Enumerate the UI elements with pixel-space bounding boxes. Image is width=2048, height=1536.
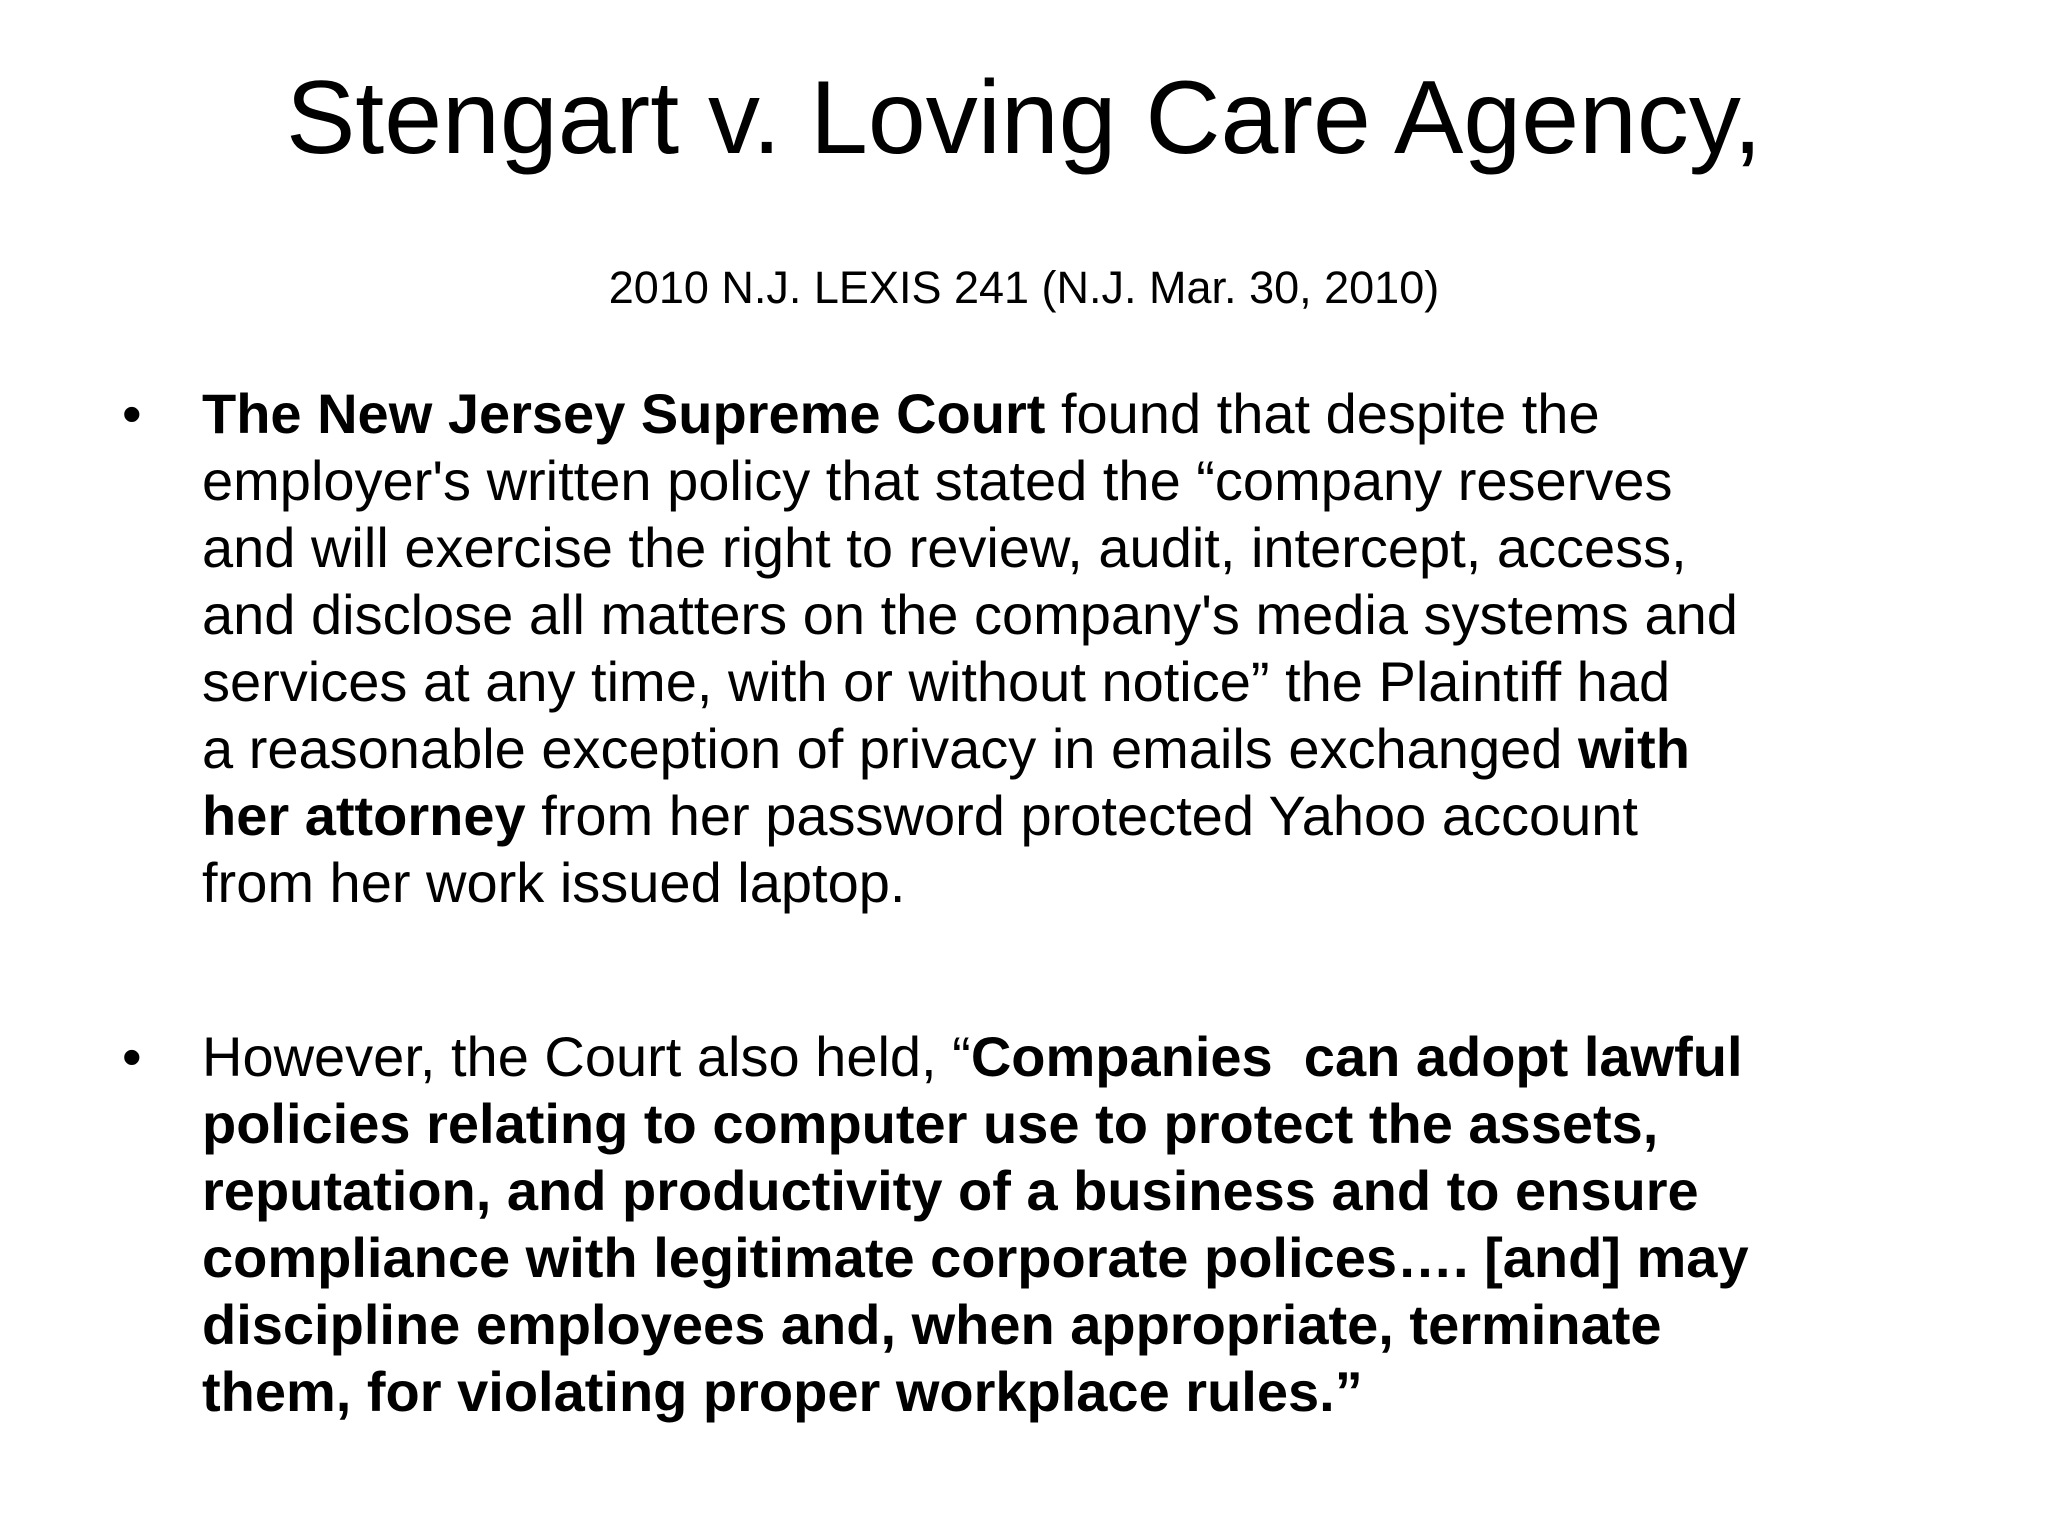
bullet-icon: • bbox=[122, 382, 142, 445]
bullet1-line-4: and disclose all matters on the company's media systems and bbox=[202, 583, 1738, 646]
bullet1-line-1 bbox=[202, 380, 1978, 447]
bullet2-line-5: discipline employees and, when appropriate, terminate bbox=[202, 1293, 1662, 1356]
bullet1-line-8: from her work issued laptop. bbox=[202, 851, 906, 914]
bullet2-line-6: them, for violating proper workplace rules.” bbox=[202, 1360, 1363, 1423]
bullet1-line-6-text: a reasonable exception of privacy in emails exchanged bbox=[202, 717, 1578, 780]
bullet2-line-4: compliance with legitimate corporate polices…. [and] may bbox=[202, 1226, 1749, 1289]
bullet1-line-5: services at any time, with or without notice” the Plaintiff had bbox=[202, 650, 1671, 713]
bullet-icon: • bbox=[122, 1025, 142, 1088]
bullet2-line-3: reputation, and productivity of a business and to ensure bbox=[202, 1159, 1699, 1222]
bullet1-line-1-text: found that despite the bbox=[1045, 382, 1600, 445]
bullet1-line-2: employer's written policy that stated the “company reserves bbox=[202, 449, 1673, 512]
bullet2-line-1 bbox=[202, 1023, 1978, 1090]
bullet1-line-6 bbox=[202, 715, 1978, 782]
bullet1-line-7 bbox=[202, 782, 1978, 849]
bullet2-line-1-text: However, the Court also held, “ bbox=[202, 1025, 971, 1088]
bullet-item-court-finding bbox=[0, 380, 2048, 916]
bullet-list bbox=[0, 380, 2048, 1425]
case-citation: 2010 N.J. LEXIS 241 (N.J. Mar. 30, 2010) bbox=[608, 262, 1440, 313]
bullet1-line-6-bold: with bbox=[1577, 717, 1690, 780]
slide-title: Stengart v. Loving Care Agency, bbox=[285, 60, 1763, 176]
bullet1-line-7-bold: her attorney bbox=[202, 784, 526, 847]
bullet1-line-7-text: from her password protected Yahoo account bbox=[525, 784, 1638, 847]
bullet2-line-1-bold: Companies can adopt lawful bbox=[970, 1025, 1743, 1088]
bullet2-line-2: policies relating to computer use to protect the assets, bbox=[202, 1092, 1659, 1155]
bullet-item-court-holding bbox=[0, 1023, 2048, 1425]
bullet1-line-3: and will exercise the right to review, audit, intercept, access, bbox=[202, 516, 1687, 579]
court-name: The New Jersey Supreme Court bbox=[202, 382, 1046, 445]
